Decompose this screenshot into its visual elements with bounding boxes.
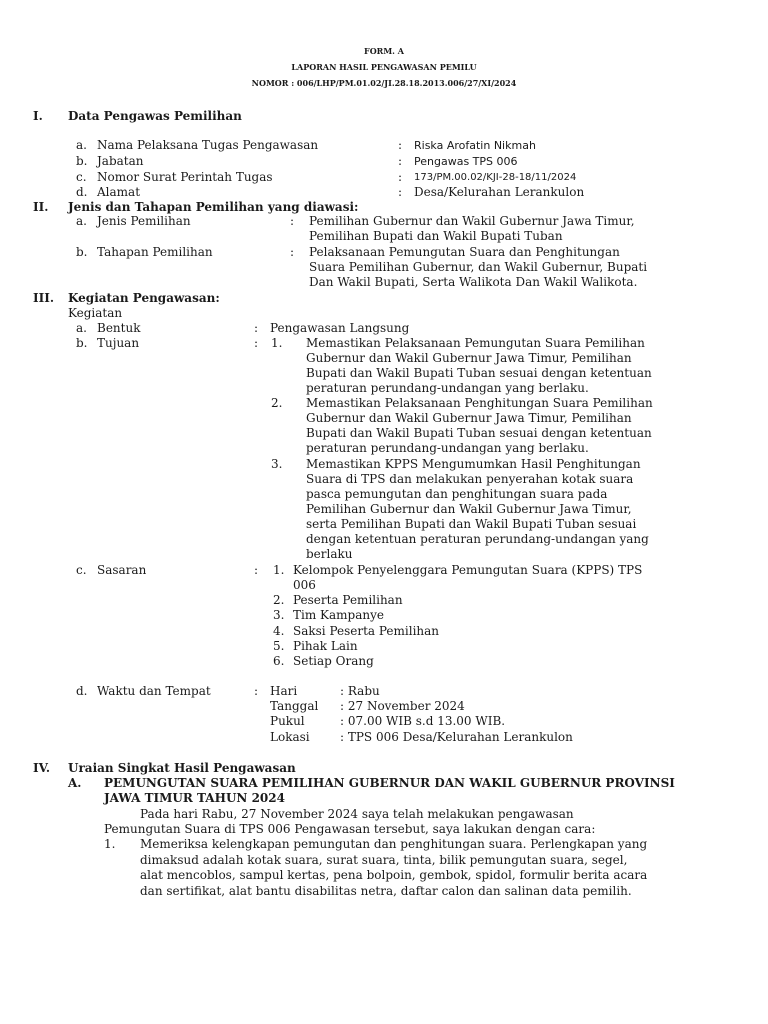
tujuan-item-line: Suara di TPS dan melakukan penyerahan kotak suara (306, 472, 634, 486)
row-label: Tujuan (97, 336, 140, 350)
row-value: Riska Arofatin Nikmah (414, 139, 536, 152)
tujuan-item-line: Gubernur dan Wakil Gubernur Jawa Timur, Pemilihan (306, 411, 632, 425)
row-label: Alamat (97, 185, 141, 199)
sasaran-item-line: Kelompok Penyelenggara Pemungutan Suara (KPPS) TPS (293, 563, 643, 577)
paragraph-line: Pemungutan Suara di TPS 006 Pengawasan tersebut, saya lakukan dengan cara: (104, 822, 596, 836)
sasaran-item-line: Setiap Orang (293, 654, 374, 668)
section-1-title: Data Pengawas Pemilihan (68, 109, 242, 123)
sasaran-item-number: 5. (273, 639, 285, 653)
row-label: Sasaran (97, 563, 147, 577)
section-3-number: III. (33, 291, 55, 305)
row-letter: a. (76, 321, 87, 335)
row-label: Nomor Surat Perintah Tugas (97, 170, 273, 184)
paragraph-line: Pada hari Rabu, 27 November 2024 saya telah melakukan pengawasan (140, 807, 574, 821)
sasaran-item-number: 2. (273, 593, 285, 607)
row-value: Desa/Kelurahan Lerankulon (414, 185, 585, 199)
row-label: Jabatan (97, 154, 144, 168)
tujuan-item-number: 1. (271, 336, 283, 350)
method-item-line: dimaksud adalah kotak suara, surat suara, tinta, bilik pemungutan suara, segel, (140, 853, 628, 867)
tujuan-item-number: 3. (271, 457, 283, 471)
form-label: FORM. A (364, 46, 404, 56)
subsection-a-title-line: PEMUNGUTAN SUARA PEMILIHAN GUBERNUR DAN WAKIL GUBERNUR PROVINSI (104, 776, 675, 790)
row-label: Tahapan Pemilihan (97, 245, 213, 259)
waktu-key: Tanggal (270, 699, 319, 713)
row-value-line: Pemilihan Bupati dan Wakil Bupati Tuban (309, 229, 563, 243)
tujuan-item-line: Bupati dan Wakil Bupati Tuban sesuai dengan ketentuan (306, 426, 652, 440)
row-value-line: Dan Wakil Bupati, Serta Walikota Dan Wakil Walikota. (309, 275, 638, 289)
section-2-title: Jenis dan Tahapan Pemilihan yang diawasi: (68, 200, 359, 214)
row-label: Jenis Pemilihan (97, 214, 191, 228)
tujuan-item-line: peraturan perundang-undangan yang berlaku. (306, 381, 589, 395)
section-3-title: Kegiatan Pengawasan: (68, 291, 220, 305)
section-2-number: II. (33, 200, 49, 214)
waktu-value: : Rabu (340, 684, 380, 698)
tujuan-item-line: pasca pemungutan dan penghitungan suara pada (306, 487, 608, 501)
row-letter: a. (76, 214, 87, 228)
waktu-key: Hari (270, 684, 298, 698)
row-colon: : (290, 214, 295, 228)
row-colon: : (254, 684, 259, 698)
row-letter: a. (76, 138, 87, 152)
row-label: Nama Pelaksana Tugas Pengawasan (97, 138, 319, 152)
tujuan-item-line: Memastikan Pelaksanaan Penghitungan Suara Pemilihan (306, 396, 653, 410)
row-letter: d. (76, 684, 88, 698)
row-colon: : (254, 563, 259, 577)
waktu-value: : 27 November 2024 (340, 699, 465, 713)
sasaran-item-number: 3. (273, 608, 285, 622)
row-value: Pengawas TPS 006 (414, 155, 518, 168)
tujuan-item-line: serta Pemilihan Bupati dan Wakil Bupati Tuban sesuai (306, 517, 637, 531)
sasaran-item-line: Pihak Lain (293, 639, 358, 653)
row-letter: b. (76, 245, 88, 259)
subsection-a-title-line: JAWA TIMUR TAHUN 2024 (104, 791, 285, 805)
section-1-number: I. (33, 109, 43, 123)
row-colon: : (254, 321, 259, 335)
tujuan-item-line: Gubernur dan Wakil Gubernur Jawa Timur, Pemilihan (306, 351, 632, 365)
report-number: NOMOR : 006/LHP/PM.01.02/JI.28.18.2013.006/27/XI/2024 (251, 78, 517, 88)
row-colon: : (398, 170, 403, 184)
tujuan-item-line: Memastikan KPPS Mengumumkan Hasil Penghitungan (306, 457, 641, 471)
row-value-line: Suara Pemilihan Gubernur, dan Wakil Gubernur, Bupati (309, 260, 648, 274)
section-4-number: IV. (33, 761, 51, 775)
method-item-line: Memeriksa kelengkapan pemungutan dan penghitungan suara. Perlengkapan yang (140, 837, 648, 851)
report-title: LAPORAN HASIL PENGAWASAN PEMILU (291, 62, 477, 72)
row-colon: : (290, 245, 295, 259)
row-value-line: Pemilihan Gubernur dan Wakil Gubernur Jawa Timur, (309, 214, 635, 228)
tujuan-item-line: peraturan perundang-undangan yang berlaku. (306, 441, 589, 455)
row-label: Bentuk (97, 321, 141, 335)
row-letter: b. (76, 336, 88, 350)
row-colon: : (398, 154, 403, 168)
row-letter: c. (76, 170, 87, 184)
waktu-key: Lokasi (270, 730, 310, 744)
sasaran-item-line: Peserta Pemilihan (293, 593, 403, 607)
sasaran-item-number: 4. (273, 624, 285, 638)
waktu-value: : TPS 006 Desa/Kelurahan Lerankulon (340, 730, 573, 744)
row-colon: : (254, 336, 259, 350)
waktu-value: : 07.00 WIB s.d 13.00 WIB. (340, 714, 506, 728)
row-letter: b. (76, 154, 88, 168)
method-item-number: 1. (104, 837, 116, 851)
method-item-line: dan sertifikat, alat bantu disabilitas netra, daftar calon dan salinan data pemilih. (140, 884, 632, 898)
subsection-a-letter: A. (68, 776, 82, 790)
tujuan-item-line: dengan ketentuan peraturan perundang-undangan yang (306, 532, 649, 546)
row-colon: : (398, 185, 403, 199)
row-letter: c. (76, 563, 87, 577)
tujuan-item-line: Pemilihan Gubernur dan Wakil Gubernur Jawa Timur, (306, 502, 632, 516)
row-colon: : (398, 138, 403, 152)
row-value: 173/PM.00.02/KJI-28-18/11/2024 (414, 172, 577, 183)
sasaran-item-number: 6. (273, 654, 285, 668)
section-3-subtitle: Kegiatan (68, 306, 123, 320)
tujuan-item-number: 2. (271, 396, 283, 410)
tujuan-item-line: Memastikan Pelaksanaan Pemungutan Suara Pemilihan (306, 336, 645, 350)
waktu-key: Pukul (270, 714, 305, 728)
tujuan-item-line: Bupati dan Wakil Bupati Tuban sesuai dengan ketentuan (306, 366, 652, 380)
row-value-line: Pelaksanaan Pemungutan Suara dan Penghitungan (309, 245, 620, 259)
sasaran-item-line: 006 (293, 578, 316, 592)
row-label: Waktu dan Tempat (97, 684, 211, 698)
sasaran-item-line: Tim Kampanye (293, 608, 384, 622)
tujuan-item-line: berlaku (306, 547, 353, 561)
row-letter: d. (76, 185, 88, 199)
sasaran-item-line: Saksi Peserta Pemilihan (293, 624, 440, 638)
row-value: Pengawasan Langsung (270, 321, 410, 335)
sasaran-item-number: 1. (273, 563, 285, 577)
method-item-line: alat mencoblos, sampul kertas, pena bolpoin, gembok, spidol, formulir berita acara (140, 868, 648, 882)
section-4-title: Uraian Singkat Hasil Pengawasan (68, 761, 296, 775)
